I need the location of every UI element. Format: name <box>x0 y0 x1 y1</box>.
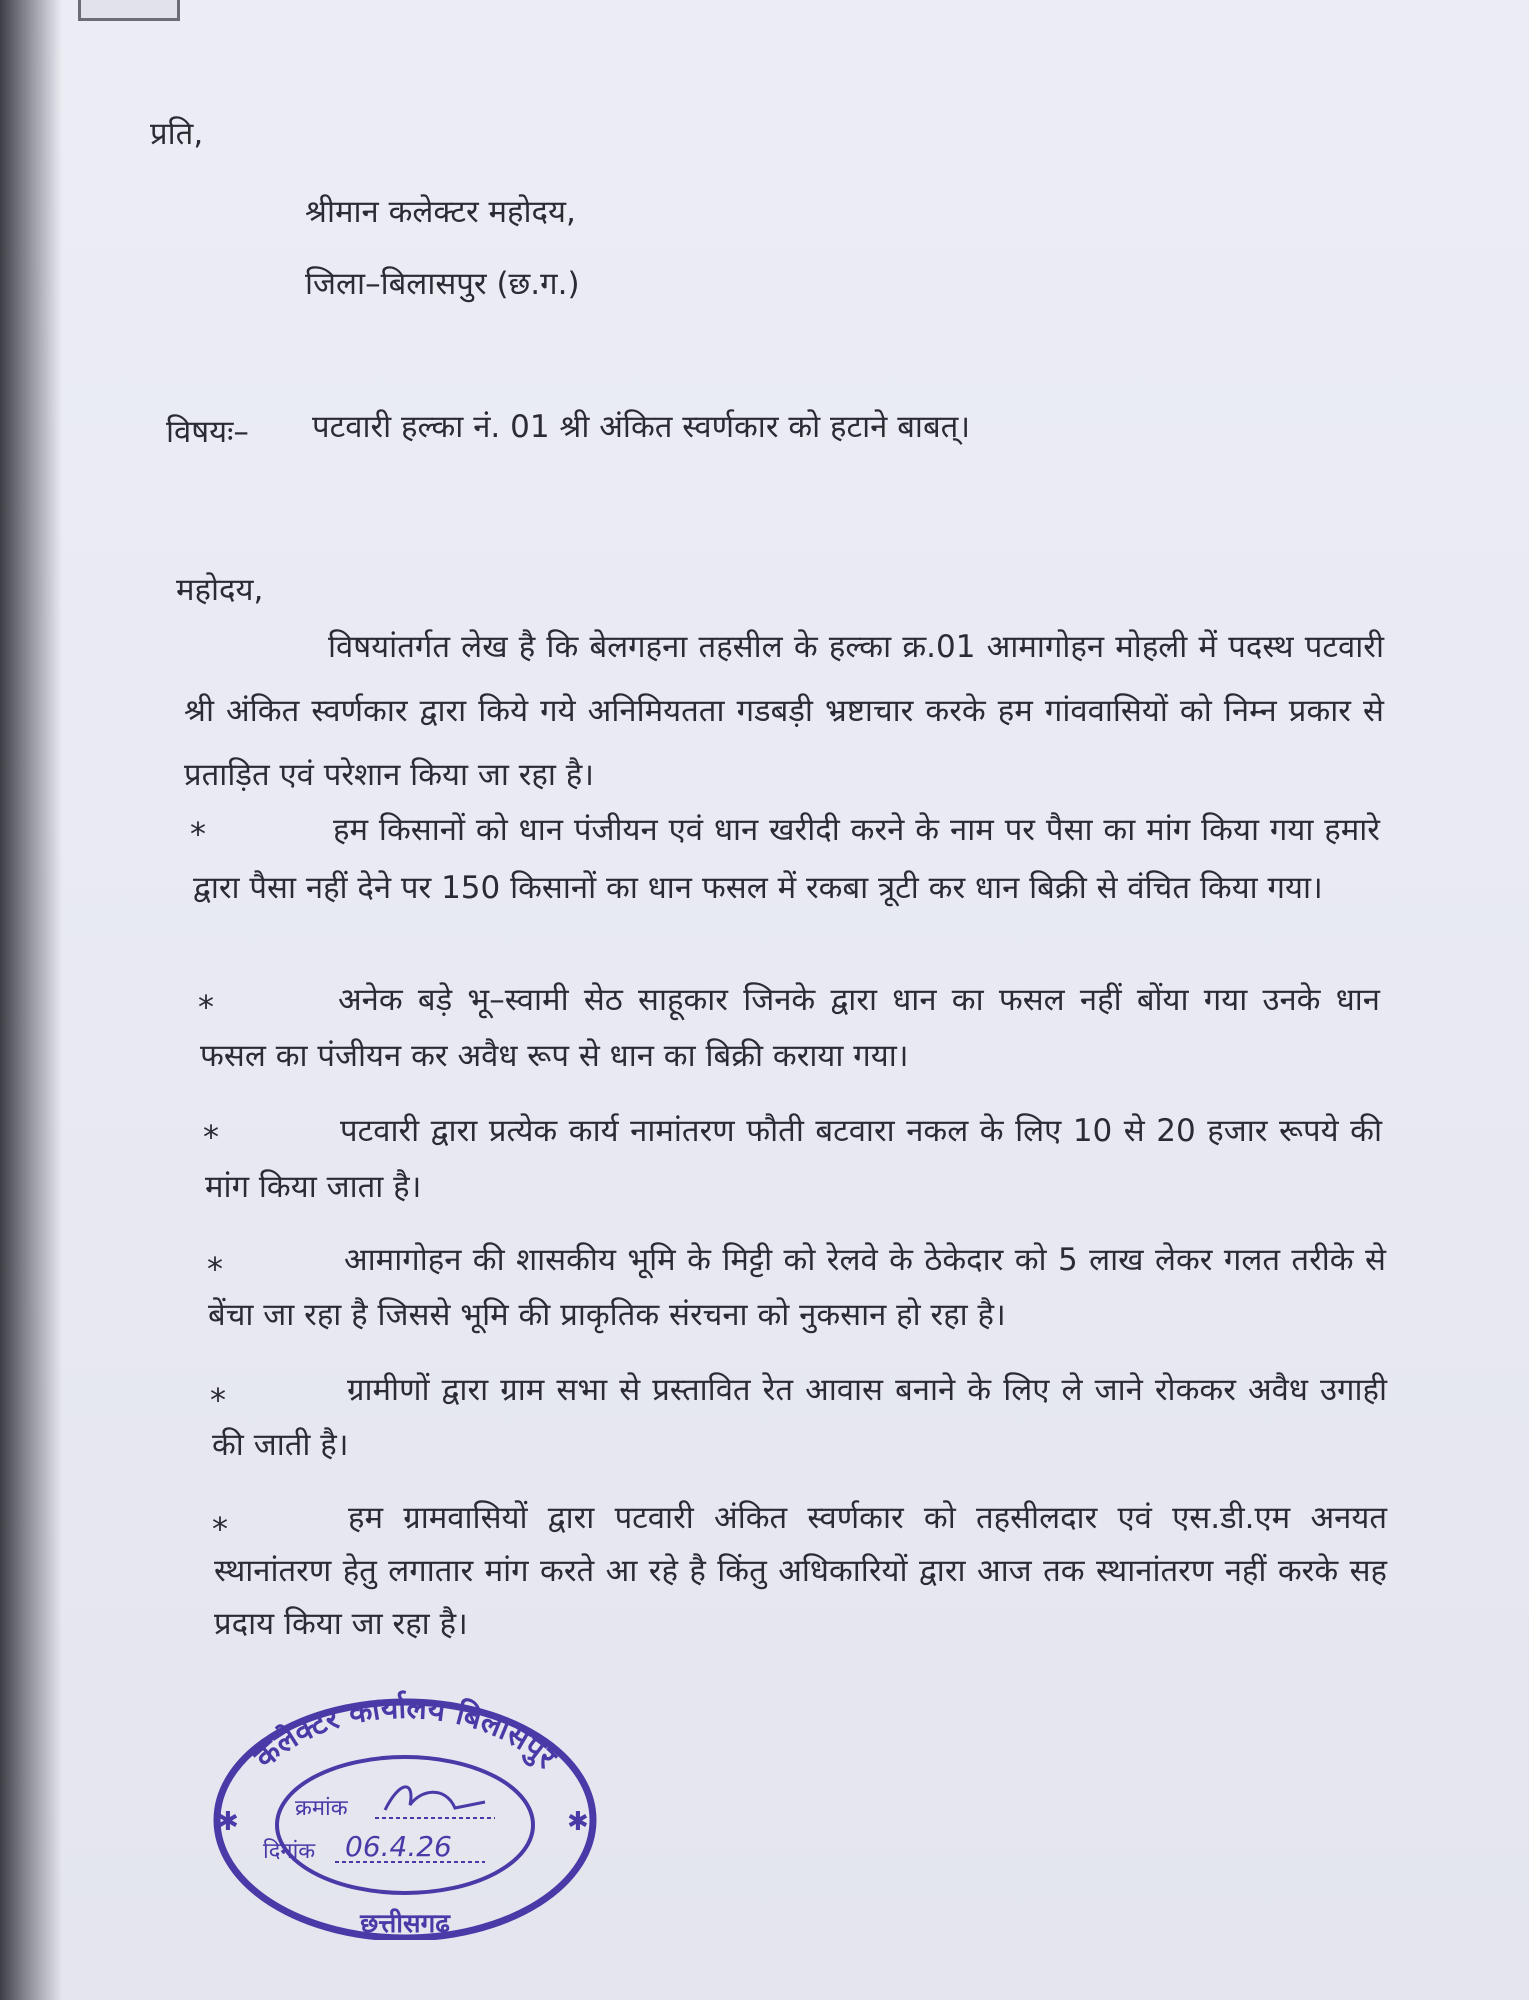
stamp-signature <box>385 1787 485 1810</box>
bullet-star: * <box>212 1510 228 1548</box>
point-6: हम ग्रामवासियों द्वारा पटवारी अंकित स्वर्णकार को तहसीलदार एवं एस.डी.एम अनयत स्थानांतरण हेतु लगातार मांग करते आ रहे है किंतु अधिकारियों द्वारा आज तक स्थानांतरण नहीं करके सह प्रदाय किया जा रहा है। <box>214 1500 1387 1642</box>
bullet-star: * <box>210 1381 226 1419</box>
stamp-bottom-text: छत्तीसगढ़ <box>360 1909 450 1939</box>
bullet-star: * <box>207 1250 223 1288</box>
stamp-date-label: दिनांक <box>263 1839 316 1864</box>
point-4: आमागोहन की शासकीय भूमि के मिट्टी को रेलवे के ठेकेदार को 5 लाख लेकर गलत तरीके से बेंचा जा रहा है जिससे भूमि की प्राकृतिक संरचना को नुकसान हो रहा है। <box>208 1242 1386 1333</box>
stamp-inner-ring <box>277 1757 533 1893</box>
point-2: अनेक बड़े भू–स्वामी सेठ साहूकार जिनके द्वारा धान का फसल नहीं बोंया गया उनके धान फसल का पंजीयन कर अवैध रूप से धान का बिक्री कराया गया। <box>200 982 1380 1074</box>
stamp-number-label: क्रमांक <box>295 1796 348 1821</box>
stamp-date-value: 06.4.26 <box>345 1830 452 1863</box>
bullet-star: * <box>198 988 214 1026</box>
bullet-star: * <box>190 815 206 853</box>
point-1: हम किसानों को धान पंजीयन एवं धान खरीदी करने के नाम पर पैसा का मांग किया गया हमारे द्वारा पैसा नहीं देने पर 150 किसानों का धान फसल में रकबा त्रूटी कर धान बिक्री से वंचित किया गया। <box>193 812 1380 906</box>
stamp-star-left: ✱ <box>217 1807 239 1837</box>
bullet-star: * <box>203 1118 219 1156</box>
paper-clip-tab <box>78 0 180 21</box>
subject-text: पटवारी हल्का नं. 01 श्री अंकित स्वर्णकार को हटाने बाबत्। <box>312 409 971 445</box>
subject-label: विषयः– <box>166 414 249 450</box>
recipient-name: श्रीमान कलेक्टर महोदय, <box>305 194 576 230</box>
stamp-star-right: ✱ <box>567 1807 589 1837</box>
point-3: पटवारी द्वारा प्रत्येक कार्य नामांतरण फौती बटवारा नकल के लिए 10 से 20 हजार रूपये की मांग किया जाता है। <box>205 1113 1382 1205</box>
collector-office-stamp <box>205 1680 605 1940</box>
recipient-district: जिला–बिलासपुर (छ.ग.) <box>305 266 580 302</box>
point-5: ग्रामीणों द्वारा ग्राम सभा से प्रस्तावित रेत आवास बनाने के लिए ले जाने रोककर अवैध उगाही की जाती है। <box>212 1372 1387 1463</box>
page-edge-shadow <box>0 0 62 2000</box>
salutation: महोदय, <box>176 572 264 608</box>
intro-paragraph: विषयांतर्गत लेख है कि बेलगहना तहसील के हल्का क्र.01 आमागोहन मोहली में पदस्थ पटवारी श्री अंकित स्वर्णकार द्वारा किये गये अनिमियतता गडबड़ी भ्रष्टाचार करके हम गांववासियों को निम्न प्रकार से प्रताड़ित एवं परेशान किया जा रहा है। <box>184 629 1384 793</box>
recipient-prefix: प्रति, <box>150 116 204 152</box>
stamp-ring-text: कलेक्टर कार्यालय बिलासपुर <box>247 1690 563 1776</box>
